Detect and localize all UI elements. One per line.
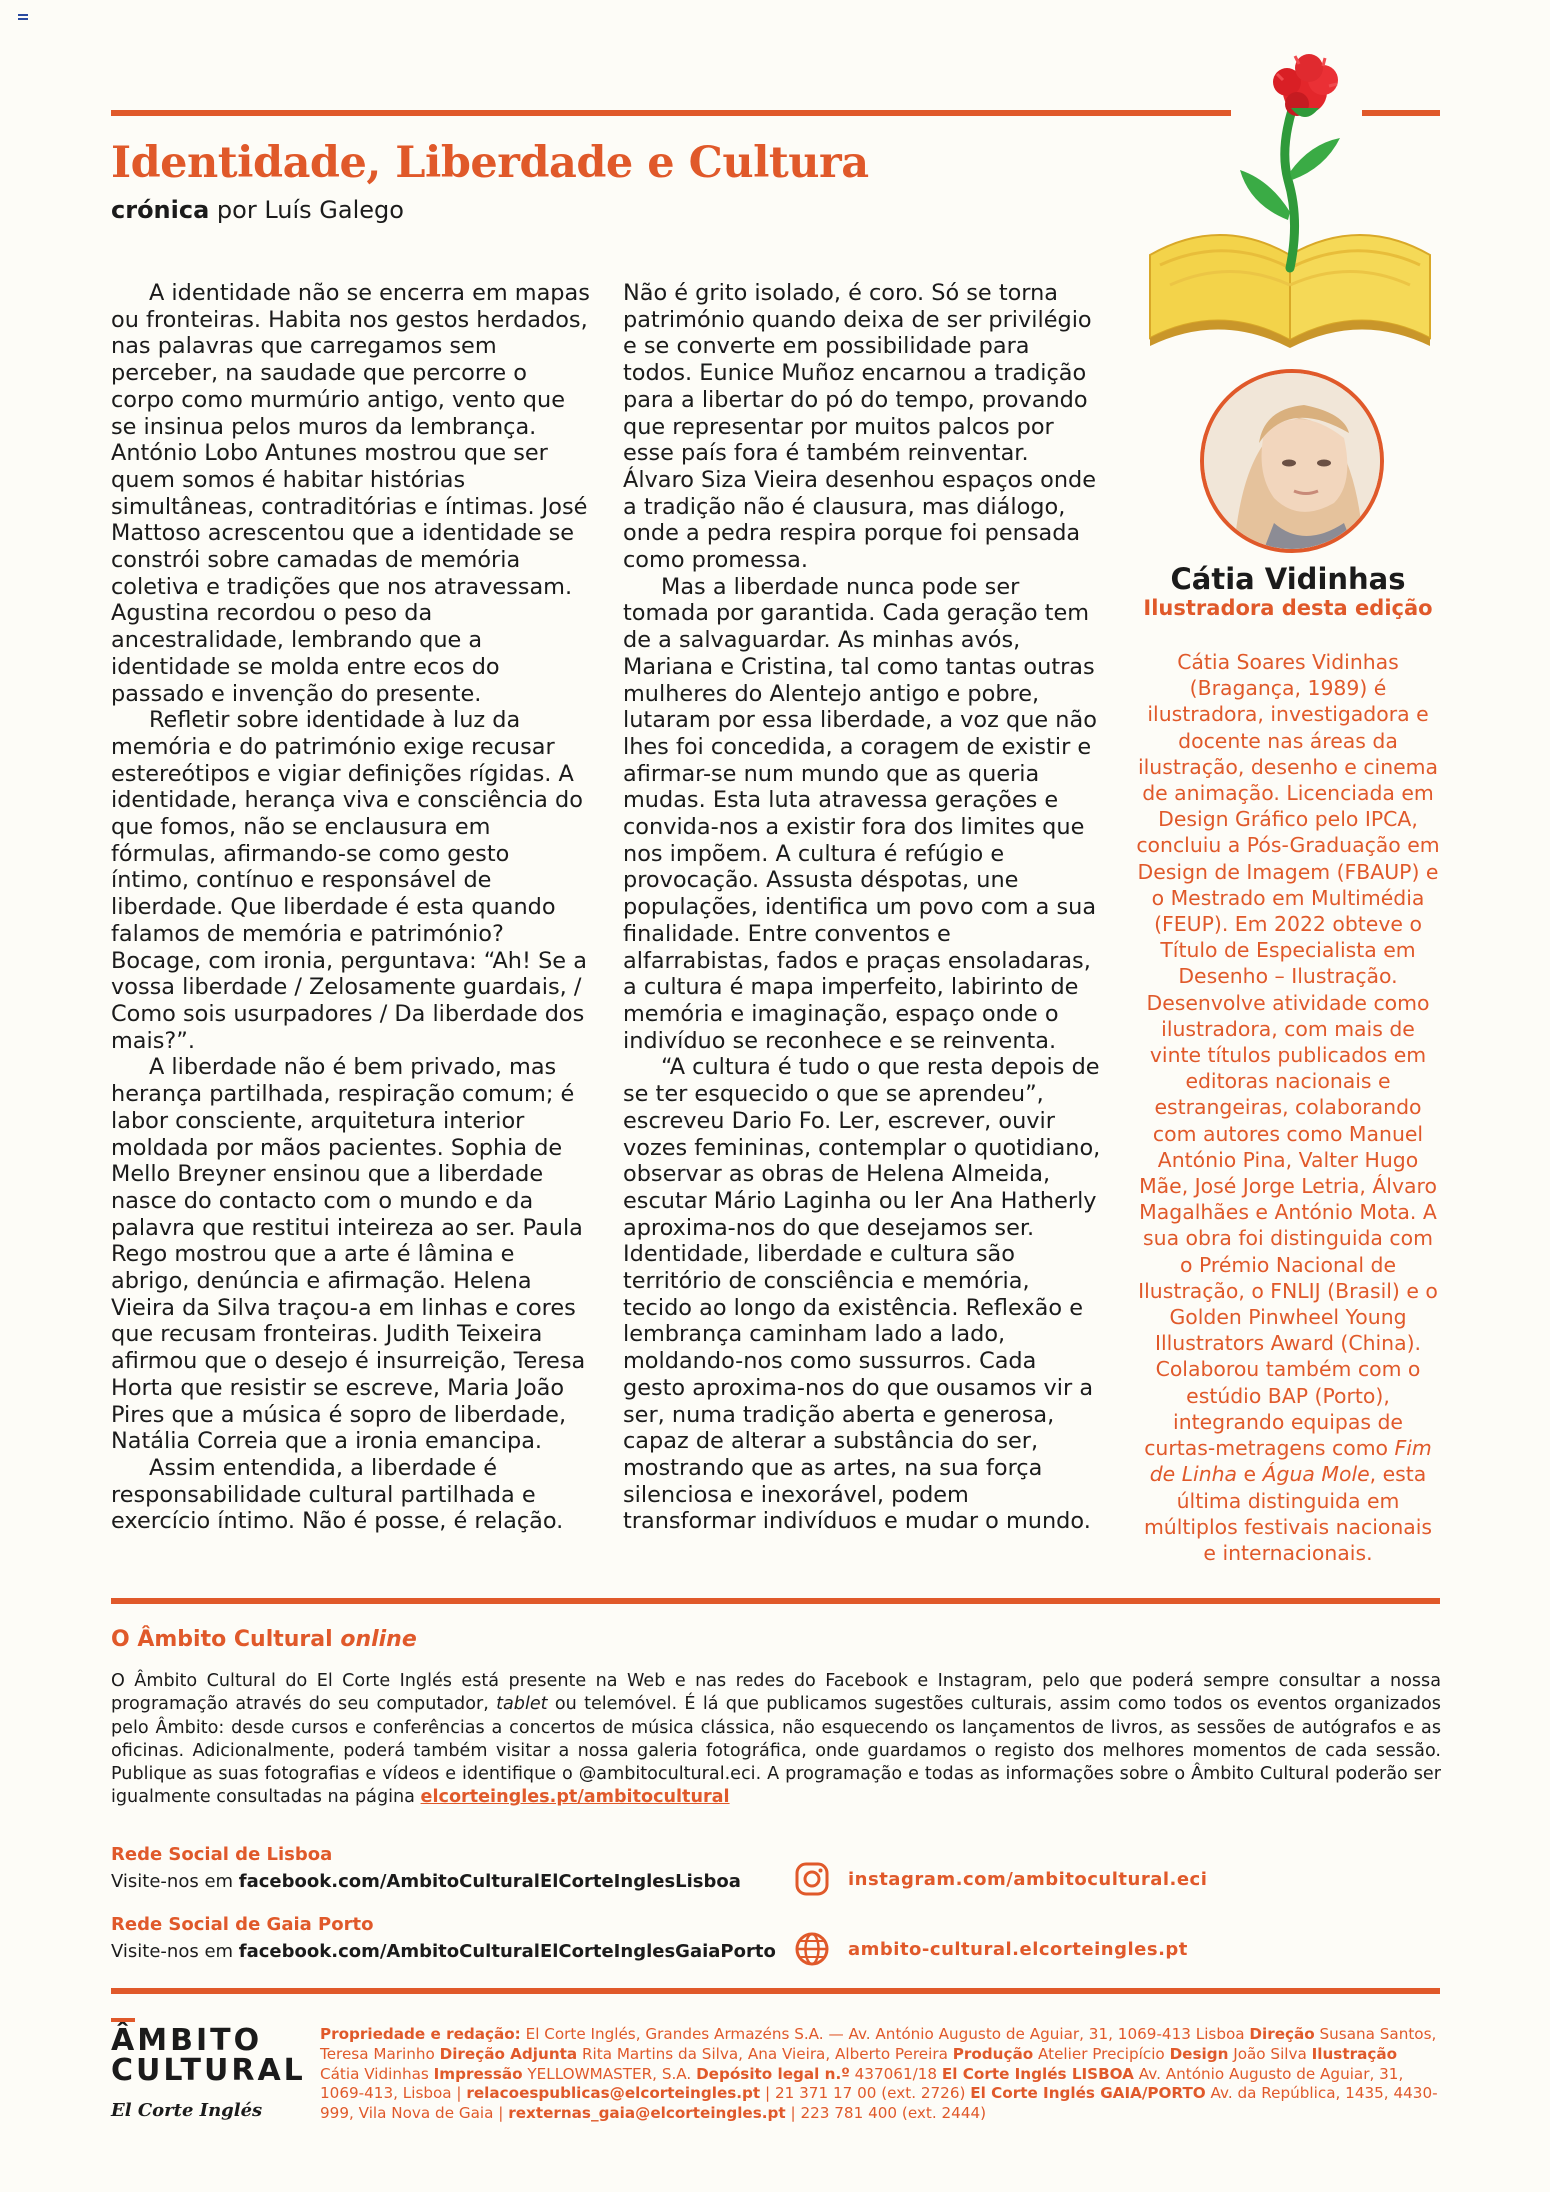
imprint-value: Rita Martins da Silva, Ana Vieira, Alberto Pereira — [577, 2044, 953, 2063]
carnation-book-illustration — [1140, 40, 1440, 350]
imprint-label: El Corte Inglés GAIA/PORTO — [970, 2084, 1206, 2103]
logo-line-1: ÂMBITO — [111, 2023, 263, 2058]
bio-text-b: , esta última distinguida em múltiplos festivais nacionais e internacionais. — [1143, 1462, 1433, 1565]
imprint-value: El Corte Inglés, Grandes Armazéns S.A. — Av. António Augusto de Aguiar, 31, 1069-413 Lisboa — [520, 2025, 1250, 2043]
gaia-prefix: Visite-nos em — [111, 1941, 239, 1962]
gaia-facebook-link[interactable]: facebook.com/AmbitoCulturalElCorteInglesGaiaPorto — [238, 1941, 776, 1962]
bio-text-a: Cátia Soares Vidinhas (Bragança, 1989) é ilustradora, investigadora e docente nas áreas da ilustração, desenho e cinema de animação. Licenciada em Design Gráfico pelo IPCA, concluiu a Pós-Graduação em Design de Imagem (FBAUP) e o Mestrado em Multimédia (FEUP). Em 2022 obteve o Título de Especialista em Desenho – Ilustração. Desenvolve atividade como ilustradora, com mais de vinte títulos publicados em editoras nacionais e estrangeiras, colaborando com autores como Manuel António Pina, Valter Hugo Mãe, José Jorge Letria, Álvaro Magalhães e António Mota. A sua obra foi distinguida com o Prémio Nacional de Ilustração, o FNLIJ (Brasil) e o Golden Pinwheel Young Illustrators Award (China). Colaborou também com o estúdio BAP (Porto), integrando equipas de curtas-metragens como — [1136, 650, 1440, 1461]
imprint-value: 437061/18 — [849, 2064, 942, 2083]
globe-icon — [794, 1931, 830, 1967]
imprint-label: Propriedade e redação: — [320, 2025, 521, 2043]
imprint-value: Av. António Augusto de Aguiar, 31, 1069-413, Lisboa | — [320, 2064, 1404, 2103]
footer-rule — [111, 1988, 1440, 1994]
illustrator-bio — [1136, 649, 1440, 1566]
bio-and: e — [1237, 1462, 1263, 1487]
imprint-label: Direção — [1249, 2025, 1315, 2043]
online-title-italic: online — [340, 1627, 417, 1652]
online-section-text — [111, 1670, 1441, 1810]
article-title: Identidade, Liberdade e Cultura — [111, 138, 869, 188]
imprint-value: | 21 371 17 00 (ext. 2726) — [760, 2084, 971, 2103]
online-section-title — [111, 1627, 417, 1652]
imprint-value: Atelier Precipício — [1033, 2044, 1170, 2063]
lisboa-prefix: Visite-nos em — [111, 1871, 239, 1892]
article-column-1 — [111, 280, 591, 1535]
imprint-label: Design — [1169, 2044, 1229, 2063]
logo-accent-bar — [111, 2018, 135, 2022]
online-title-text: O Âmbito Cultural — [111, 1627, 341, 1652]
bio-film-2: Água Mole — [1262, 1462, 1370, 1487]
article-paragraph: Assim entendida, a liberdade é responsabilidade cultural partilhada e exercício íntimo. Não é posse, é relação. — [111, 1454, 564, 1535]
bio-film-1: Fim de Linha — [1149, 1436, 1432, 1487]
portrait-image — [1204, 373, 1380, 549]
illustrator-portrait — [1200, 369, 1384, 553]
ambito-cultural-link[interactable]: elcorteingles.pt/ambitocultural — [420, 1787, 730, 1808]
imprint-value: | 223 781 400 (ext. 2444) — [785, 2104, 987, 2123]
article-column-2 — [623, 280, 1103, 1535]
instagram-icon — [794, 1861, 830, 1897]
subtitle-author: por Luís Galego — [209, 196, 404, 224]
logo-line-2: CULTURAL — [111, 2053, 306, 2088]
imprint-label: Direção Adjunta — [439, 2044, 578, 2063]
corner-mark — [18, 14, 28, 22]
imprint-value: Av. da República, 1435, 4430-999, Vila Nova de Gaia | — [320, 2084, 1438, 2123]
article-paragraph: Refletir sobre identidade à luz da memória e do património exige recusar estereótipos e vigiar definições rígidas. A identidade, herança viva e consciência do que fomos, não se enclausura em fórmulas, afirmando-se como gesto íntimo, contínuo e responsável de liberdade. Que liberdade é esta quando falamos de memória e património? Bocage, com ironia, perguntava: “Ah! Se a vossa liberdade / Zelosamente guardais, / Como sois usurpadores / Da liberdade dos mais?”. — [111, 707, 587, 1054]
online-text-b: ou telemóvel. É lá que publicamos sugestões culturais, assim como todos os eventos organizados pelo Âmbito: desde cursos e conferências a concertos de música clássica, não esquecendo os lançamentos de livros, as sessões de autógrafos e as oficinas. Adicionalmente, poderá também visitar a nossa galeria fotográfica, onde guardamos o registo dos melhores momentos de cada sessão. Publique as suas fotografias e vídeos e identifique o @ambitocultural.eci. A programação e todas as informações sobre o Âmbito Cultural poderão ser igualmente consultadas na página — [111, 1694, 1441, 1808]
imprint-label: Impressão — [433, 2064, 523, 2083]
online-text-tablet: tablet — [496, 1694, 548, 1715]
imprint-label: Ilustração — [1311, 2044, 1398, 2063]
top-rule-left — [111, 110, 1231, 116]
lisboa-social-line — [111, 1871, 741, 1892]
website-link[interactable]: ambito-cultural.elcorteingles.pt — [848, 1939, 1188, 1960]
lisboa-social-title: Rede Social de Lisboa — [111, 1844, 333, 1865]
imprint-value: Susana Santos, Teresa Marinho — [320, 2025, 1437, 2063]
article-paragraph: Não é grito isolado, é coro. Só se torna património quando deixa de ser privilégio e se converte em possibilidade para todos. Eunice Muñoz encarnou a tradição para a libertar do pó do tempo, provando que representar por muitos palcos por esse país fora é também reinventar. Álvaro Siza Vieira desenhou espaços onde a tradição não é clausura, mas diálogo, onde a pedra respira porque foi pensada como promessa. — [623, 280, 1097, 574]
imprint-label[interactable]: rexternas_gaia@elcorteingles.pt — [508, 2104, 786, 2123]
illustrator-role: Ilustradora desta edição — [1143, 596, 1433, 620]
imprint-label: El Corte Inglés LISBOA — [941, 2064, 1134, 2083]
article-paragraph: A liberdade não é bem privado, mas herança partilhada, respiração comum; é labor consciente, arquitetura interior moldada por mãos pacientes. Sophia de Mello Breyner ensinou que a liberdade nasce do contacto com o mundo e da palavra que restitui inteireza ao ser. Paula Rego mostrou que a arte é lâmina e abrigo, denúncia e afirmação. Helena Vieira da Silva traçou-a em linhas e cores que recusam fronteiras. Judith Teixeira afirmou que o desejo é insurreição, Teresa Horta que resistir se escreve, Maria João Pires que a música é sopro de liberdade, Natália Correia que a ironia emancipa. — [111, 1054, 586, 1455]
el-corte-ingles-brand: El Corte Inglés — [111, 2100, 263, 2121]
imprint-label: Produção — [952, 2044, 1034, 2063]
article-paragraph: A identidade não se encerra em mapas ou fronteiras. Habita nos gestos herdados, nas palavras que carregamos sem perceber, na saudade que percorre o corpo como murmúrio antigo, vento que se insinua pelos muros da lembrança. António Lobo Antunes mostrou que ser quem somos é habitar histórias simultâneas, contraditórias e íntimas. José Mattoso acrescentou que a identidade se constrói sobre camadas de memória coletiva e tradições que nos atravessam. Agustina recordou o peso da ancestralidade, lembrando que a identidade se molda entre ecos do passado e invenção do presente. — [111, 280, 590, 707]
imprint-value: YELLOWMASTER, S.A. — [522, 2064, 697, 2083]
subtitle-kind: crónica — [111, 196, 210, 224]
illustrator-name: Cátia Vidinhas — [1170, 562, 1406, 596]
instagram-link[interactable]: instagram.com/ambitocultural.eci — [848, 1869, 1208, 1890]
lisboa-facebook-link[interactable]: facebook.com/AmbitoCulturalElCorteInglesLisboa — [238, 1871, 741, 1892]
article-subtitle — [111, 196, 404, 224]
article-paragraph: “A cultura é tudo o que resta depois de se ter esquecido o que se aprendeu”, escreveu Dario Fo. Ler, escrever, ouvir vozes femininas, contemplar o quotidiano, observar as obras de Helena Almeida, escutar Mário Laginha ou ler Ana Hatherly aproxima-nos do que desejamos ser. Identidade, liberdade e cultura são território de consciência e memória, tecido ao longo da existência. Reflexão e lembrança caminham lado a lado, moldando-nos como sussurros. Cada gesto aproxima-nos do que ousamos vir a ser, numa tradição aberta e generosa, capaz de alterar a substância do ser, mostrando que as artes, na sua força silenciosa e inexorável, podem transformar indivíduos e mudar o mundo. — [623, 1054, 1101, 1535]
article-paragraph: Mas a liberdade nunca pode ser tomada por garantida. Cada geração tem de a salvaguardar. As minhas avós, Mariana e Cristina, tal como tantas outras mulheres do Alentejo antigo e pobre, lutaram por essa liberdade, a voz que não lhes foi concedida, a coragem de existir e afirmar-se num mundo que as queria mudas. Esta luta atravessa gerações e convida-nos a existir fora dos limites que nos impõem. A cultura é refúgio e provocação. Assusta déspotas, une populações, identifica um povo com a sua finalidade. Entre conventos e alfarrabistas, fados e praças ensoladaras, a cultura é mapa imperfeito, labirinto de memória e imaginação, espaço onde o indivíduo se reconhece e se reinventa. — [623, 573, 1097, 1054]
imprint-value: João Silva — [1228, 2044, 1312, 2063]
online-text-a: O Âmbito Cultural do El Corte Inglés está presente na Web e nas redes do Facebook e Instagram, pelo que poderá sempre consultar a nossa programação através do seu computador, — [111, 1671, 1441, 1715]
imprint-label: Depósito legal n.º — [696, 2064, 850, 2083]
gaia-social-title: Rede Social de Gaia Porto — [111, 1914, 374, 1935]
imprint-value: Cátia Vidinhas — [320, 2064, 434, 2083]
gaia-social-line — [111, 1941, 776, 1962]
section-rule — [111, 1598, 1440, 1604]
imprint-text — [320, 2025, 1440, 2124]
imprint-label[interactable]: relacoespublicas@elcorteingles.pt — [466, 2084, 761, 2103]
ambito-cultural-logo — [111, 2023, 311, 2121]
